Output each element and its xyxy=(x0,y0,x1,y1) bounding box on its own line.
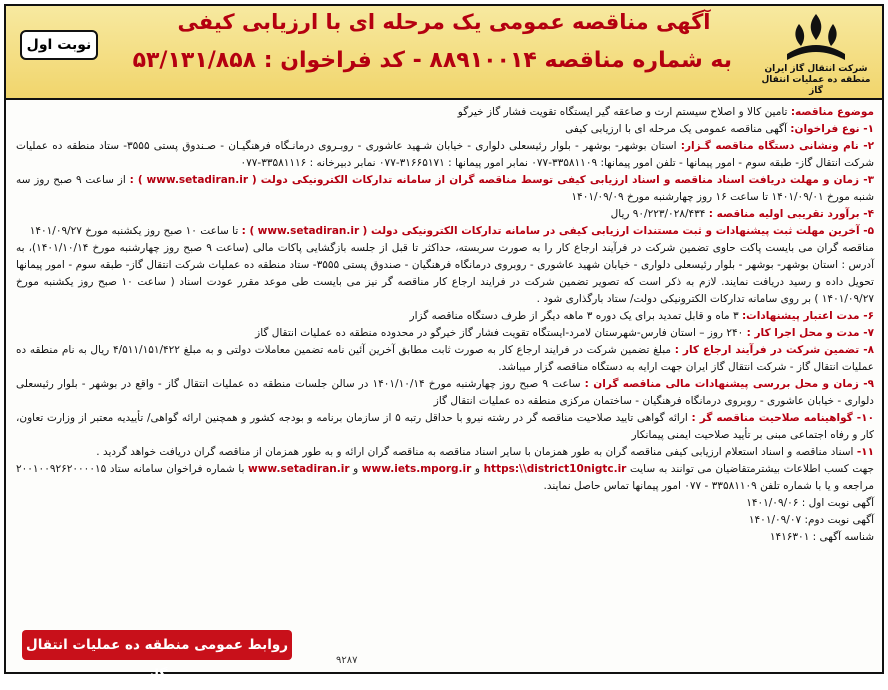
tender-ad xyxy=(4,4,884,683)
item-8-label: ۸- تضمین شرکت در فرآیند ارجاع کار : xyxy=(674,344,874,356)
item-1 xyxy=(16,121,874,138)
ad-header xyxy=(6,6,882,100)
item-5-label-end: ) : xyxy=(241,225,255,237)
item-7 xyxy=(16,325,874,342)
item-5-paragraph: مناقصه گران می بایست پاکت حاوی تضمین شرکت در فرآیند ارجاع کار را به صورت سربسته، حداکثر تا قبل از جلسه بازگشایی پاکات مالی (ساعت ۹ صبح روز چهارشنبه مورخ ۱۴۰۱/۱۰/۱۴)، به آدرس : استان بوشهر- بوشهر - بلوار رئیسعلی دلواری - خیابان شهید عاشوری - روبروی درمانگاه فرهنگیان - صندوق پستی ۳۵۵۵- ستاد منطقه ده عملیات شرکت انتقال گاز- طبقه سوم - امور پیمانها تحویل داده و رسید دریافت نمایند. لازم به ذکر است که تصویر تضمین شرکت در فرایند ارجاع کار مناقصه گر نیز می بایست طی موعد مقرر عودت اسناد ( ساعت ۱۰ صبح روز یکشنبه مورخ ۱۴۰۱/۰۹/۲۷ ) بر روی سامانه تدارکات الکترونیکی دولت/ ستاد بارگذاری شود . xyxy=(16,242,875,305)
item-4-text: ۹۰/۲۲۳/۰۲۸/۴۳۴ ریال xyxy=(610,208,706,220)
ad-id: شناسه آگهی : ۱۴۱۶۳۰۱ xyxy=(769,531,874,543)
item-2-label: ۲- نام ونشانی دستگاه مناقصه گـزار: xyxy=(680,140,874,152)
item-8 xyxy=(16,342,874,376)
item-7-label: ۷- مدت و محل اجرا کار : xyxy=(746,327,874,339)
item-subject xyxy=(16,104,874,121)
logo-line1: شرکت انتقال گاز ایران xyxy=(764,64,868,74)
item-10 xyxy=(16,410,874,444)
date-first: آگهی نوبت اول : ۱۴۰۱/۰۹/۰۶ xyxy=(746,497,874,509)
item-3-site-link[interactable]: www.setadiran.ir xyxy=(146,174,249,186)
item-9-text: ساعت ۹ صبح روز چهارشنبه مورخ ۱۴۰۱/۱۰/۱۴ در سالن جلسات منطقه ده عملیات انتقال گاز - واقع در بوشهر - بلوار رئیسعلی دلواری - خیابان عاشوری - روبروی درمانگاه فرهنگیان - ساختمان مرکزی منطقه ده عملیات انتقال گاز xyxy=(16,378,874,407)
date-second: آگهی نوبت دوم: ۱۴۰۱/۰۹/۰۷ xyxy=(748,514,874,526)
item-10-text: ارائه گواهی تایید صلاحیت مناقصه گر در رشته نیرو با حداقل رتبه ۵ از سازمان برنامه و بودجه کشور و همچنین ارائه گواهی/ تأییدیه معتبر از وزارت تعاون، کار و رفاه اجتماعی مبنی بر تأیید صلاحیت ایمنی پیمانکار xyxy=(16,412,874,441)
item-8-text: مبلغ تضمین شرکت در فرایند ارجاع کار به صورت ثابت مطابق آخرین آئین نامه تضمین معاملات دولتی و به مبلغ ۴/۵۱۱/۱۵۱/۴۲۲ ریال به نام منطقه ده عملیات انتقال گاز - شرکت انتقال گاز ایران جهت ارایه به دستگاه مناقصه گزار میباشد. xyxy=(16,344,874,373)
item-5-label: ۵- آخرین مهلت ثبت پیشنهادات و ثبت مستندات ارزیابی کیفی در سامانه تدارکات الکترونیکی دولت ( xyxy=(362,225,874,237)
public-relations-banner: روابط عمومی منطقه ده عملیات انتقال گاز xyxy=(22,630,292,660)
iets-site-link[interactable]: www.iets.mporg.ir xyxy=(361,463,472,475)
ad-title: آگهی مناقصه عمومی یک مرحله ای با ارزیابی کیفی xyxy=(177,10,711,34)
item-1-label: ۱- نوع فراخوان: xyxy=(790,123,874,135)
item-5-text: تا ساعت ۱۰ صبح روز یکشنبه مورخ ۱۴۰۱/۰۹/۲۷ xyxy=(29,225,239,237)
more-info-pre: جهت کسب اطلاعات بیشترمتقاضیان می توانند به سایت xyxy=(629,463,875,475)
item-7-text: ۲۴۰ روز – استان فارس-شهرستان لامرد-ایستگاه تقویت فشار گاز خیرگو در محدوده منطقه ده عملیات انتقال گاز xyxy=(255,327,744,339)
item-9-label: ۹- زمان و محل بررسی پیشنهادات مالی مناقصه گران : xyxy=(584,378,875,390)
item-10-label: ۱۰- گواهینامه صلاحیت مناقصه گر : xyxy=(691,412,874,424)
item-3-label: ۳- زمان و مهلت دریافت اسناد مناقصه و اسناد ارزیابی کیفی توسط مناقصه گران از سامانه تدارکات الکترونیکی دولت ( xyxy=(251,174,875,186)
item-9 xyxy=(16,376,874,410)
item-4-label: ۴- برآورد تقریبی اولیه مناقصه : xyxy=(708,208,874,220)
item-6 xyxy=(16,308,874,325)
issue-badge: نوبت اول xyxy=(20,30,98,60)
item-11-text: اسناد مناقصه و اسناد استعلام ارزیابی کیفی مناقصه گران به طور همزمان با سایر اسناد مناقصه به مناقصه گران ارائه و به طور همزمان از مناقصه گران دریافت خواهد گردید . xyxy=(96,446,854,458)
more-info-post: با شماره فراخوان سامانه ستاد ۲۰۰۱۰۰۹۲۶۲۰۰۰۰۱۵ مراجعه و یا با شماره تلفن ۳۳۵۸۱۱۰۹ - ۰۷۷ امور پیمانها تماس حاصل نمایند. xyxy=(16,463,874,492)
item-6-text: ۳ ماه و قابل تمدید برای یک دوره ۳ ماهه دیگر از طرف دستگاه مناقصه گزار xyxy=(409,310,739,322)
ad-body xyxy=(6,100,882,546)
company-logo xyxy=(756,10,876,94)
page-number: ۹۲۸۷ xyxy=(336,655,358,666)
item-3-label-end: ) : xyxy=(129,174,143,186)
more-info: جهت کسب اطلاعات بیشترمتقاضیان می توانند به سایت https:\\district10nigtc.ir و www.iets.mporg.ir و www.setadiran.ir با شماره فراخوان سامانه ستاد ۲۰۰۱۰۰۹۲۶۲۰۰۰۰۱۵ مراجعه و یا با شماره تلفن ۳۳۵۸۱۱۰۹ - ۰۷۷ امور پیمانها تماس حاصل نمایند. xyxy=(16,463,875,492)
ad-footer xyxy=(6,626,882,683)
item-2-text: استان بوشهر- بوشهر - بلوار رئیسعلی دلواری - خیابان شـهید عاشوری - روبـروی درمانـگاه فرهنگیـان - صـندوق پستی ۳۵۵۵- ستاد منطقه ده عملیات شرکت انتقال گاز- طبقه سوم - امور پیمانها - تلفن امور پیمانها: ۳۳۵۸۱۱۰۹-۰۷۷ نمابر امور پیمانها : ۳۱۶۶۵۱۷۱-۰۷۷ نمابر دبیرخانه : ۳۳۵۸۱۱۱۶-۰۷۷ xyxy=(16,140,874,169)
ad-subtitle: به شماره مناقصه ۸۸۹۱۰۰۱۴ - کد فراخوان : ۵۳/۱۳۱/۸۵۸ xyxy=(132,48,732,73)
flame-logo-icon xyxy=(779,10,853,64)
item-6-label: ۶- مدت اعتبار پیشنهادات: xyxy=(741,310,874,322)
item-11-label: ۱۱- xyxy=(856,446,874,458)
district-site-link[interactable]: https:\\district10nigtc.ir xyxy=(483,463,627,475)
item-subject-text: تامین کالا و اصلاح سیستم ارت و صاعقه گیر ایستگاه تقویت فشار گاز خیرگو xyxy=(457,106,788,118)
setadiran-site-link[interactable]: www.setadiran.ir xyxy=(248,463,350,475)
logo-line2: منطقه ده عملیات انتقال گاز xyxy=(761,75,871,96)
item-1-text: آگهی مناقصه عمومی یک مرحله ای با ارزیابی کیفی xyxy=(565,123,787,135)
item-5 xyxy=(16,223,874,240)
item-11 xyxy=(16,444,874,461)
item-2 xyxy=(16,138,874,172)
item-5-site-link[interactable]: www.setadiran.ir xyxy=(257,225,360,237)
item-3-text: از ساعت ۹ صبح روز سه شنبه مورخ ۱۴۰۱/۰۹/۰۱ تا ساعت ۱۶ روز چهارشنبه مورخ ۱۴۰۱/۰۹/۰۹ xyxy=(16,174,874,203)
item-subject-label: موضوع مناقصه: xyxy=(790,106,874,118)
item-4 xyxy=(16,206,874,223)
item-3 xyxy=(16,172,874,206)
